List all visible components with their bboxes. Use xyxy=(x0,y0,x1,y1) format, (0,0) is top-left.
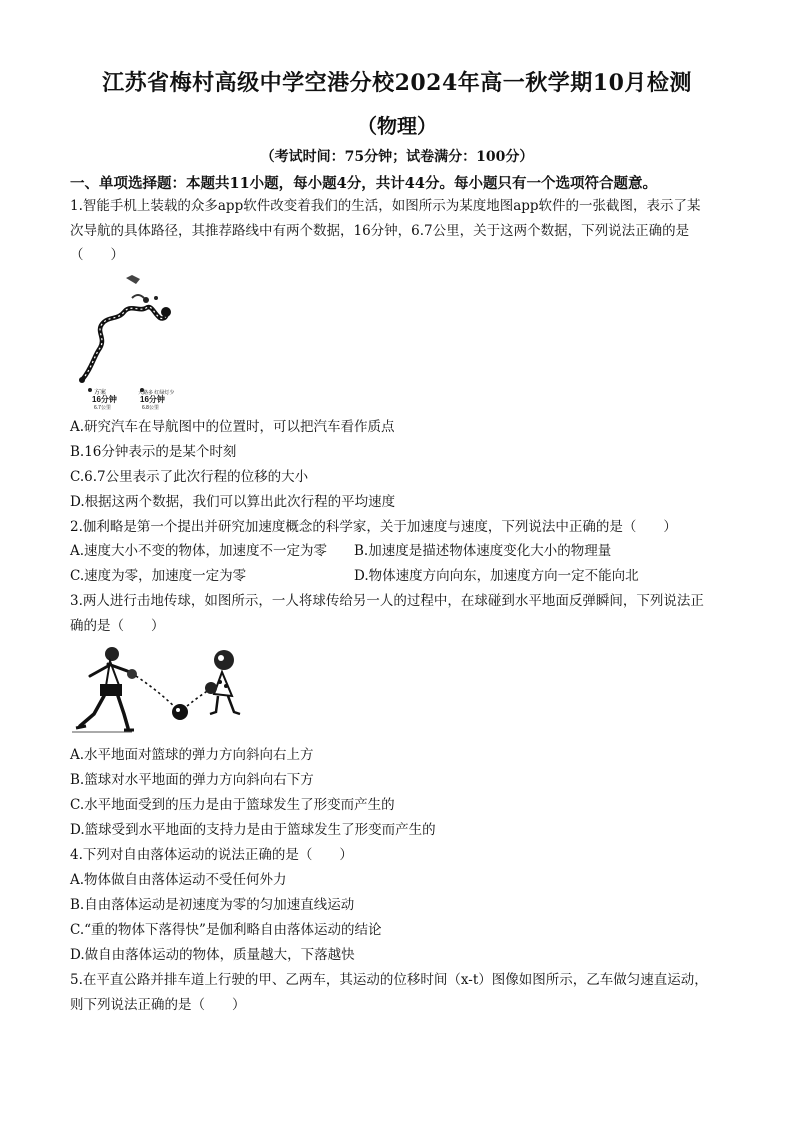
q1-option-d: D.根据这两个数据，我们可以算出此次行程的平均速度 xyxy=(70,494,396,510)
q1-stem-line3: （ ） xyxy=(70,247,124,263)
q3-option-c: C.水平地面受到的压力是由于篮球发生了形变而产生的 xyxy=(70,797,395,813)
q4-stem: 4.下列对自由落体运动的说法正确的是（ ） xyxy=(70,847,353,863)
q5-stem-line1: 5.在平直公路并排车道上行驶的甲、乙两车，其运动的位移时间（x-t）图像如图所示，乙车做匀速直运动， xyxy=(70,972,708,988)
q4-option-c: C.“重的物体下落得快”是伽利略自由落体运动的结论 xyxy=(70,922,382,938)
fig1-left-caption-2: 16分钟 xyxy=(92,395,117,404)
q4-option-d: D.做自由落体运动的物体，质量越大，下落越快 xyxy=(70,947,355,963)
q1-option-b: B.16分钟表示的是某个时刻 xyxy=(70,444,237,460)
q4-option-a: A.物体做自由落体运动不受任何外力 xyxy=(70,872,287,888)
section-heading: 一、单项选择题：本题共11小题，每小题4分，共计44分。每小题只有一个选项符合题意。 xyxy=(70,175,657,192)
q1-stem-line1: 1.智能手机上装载的众多app软件改变着我们的生活，如图所示为某度地图app软件的一张截图，表示了某 xyxy=(70,198,701,214)
q3-stem-line1: 3.两人进行击地传球，如图所示，一人将球传给另一人的过程中，在球碰到水平地面反弹瞬间，下列说法正 xyxy=(70,593,704,609)
fig1-right-caption-3: 6.8公里 xyxy=(142,405,159,410)
q3-option-d: D.篮球受到水平地面的支持力是由于篮球发生了形变而产生的 xyxy=(70,822,436,838)
q2-stem: 2.伽利略是第一个提出并研究加速度概念的科学家，关于加速度与速度，下列说法中正确的是（ ） xyxy=(70,519,677,535)
fig1-left-caption-3: 6.7公里 xyxy=(94,405,111,410)
bounce-pass-icon xyxy=(72,642,244,738)
fig1-right-caption-2: 16分钟 xyxy=(140,395,165,404)
page-subtitle: （物理） xyxy=(357,114,437,138)
q5-stem-line2: 则下列说法正确的是（ ） xyxy=(70,997,246,1013)
q2-option-d: D.物体速度方向向东，加速度方向一定不能向北 xyxy=(354,568,639,584)
q2-option-c: C.速度为零，加速度一定为零 xyxy=(70,568,247,584)
fig1-left-caption-1: 方案 xyxy=(94,390,107,396)
q1-option-a: A.研究汽车在导航图中的位置时，可以把汽车看作质点 xyxy=(70,419,395,435)
q3-option-b: B.篮球对水平地面的弹力方向斜向右下方 xyxy=(70,772,314,788)
exam-info: （考试时间：75分钟；试卷满分：100分） xyxy=(260,149,534,165)
q1-stem-line2: 次导航的具体路径，其推荐路线中有两个数据，16分钟，6.7公里，关于这两个数据，下列说法正确的是 xyxy=(70,223,690,239)
q2-option-a: A.速度大小不变的物体，加速度不一定为零 xyxy=(70,543,328,559)
map-route-icon xyxy=(72,268,192,410)
q1-option-c: C.6.7公里表示了此次行程的位移的大小 xyxy=(70,469,309,485)
fig1-right-caption-1: 大路多 红绿灯少 xyxy=(138,390,175,396)
q3-option-a: A.水平地面对篮球的弹力方向斜向右上方 xyxy=(70,747,314,763)
q3-stem-line2: 确的是（ ） xyxy=(70,618,165,634)
q2-option-b: B.加速度是描述物体速度变化大小的物理量 xyxy=(354,543,612,559)
page-title: 江苏省梅村高级中学空港分校2024年高一秋学期10月检测 xyxy=(102,70,692,96)
q4-option-b: B.自由落体运动是初速度为零的匀加速直线运动 xyxy=(70,897,355,913)
